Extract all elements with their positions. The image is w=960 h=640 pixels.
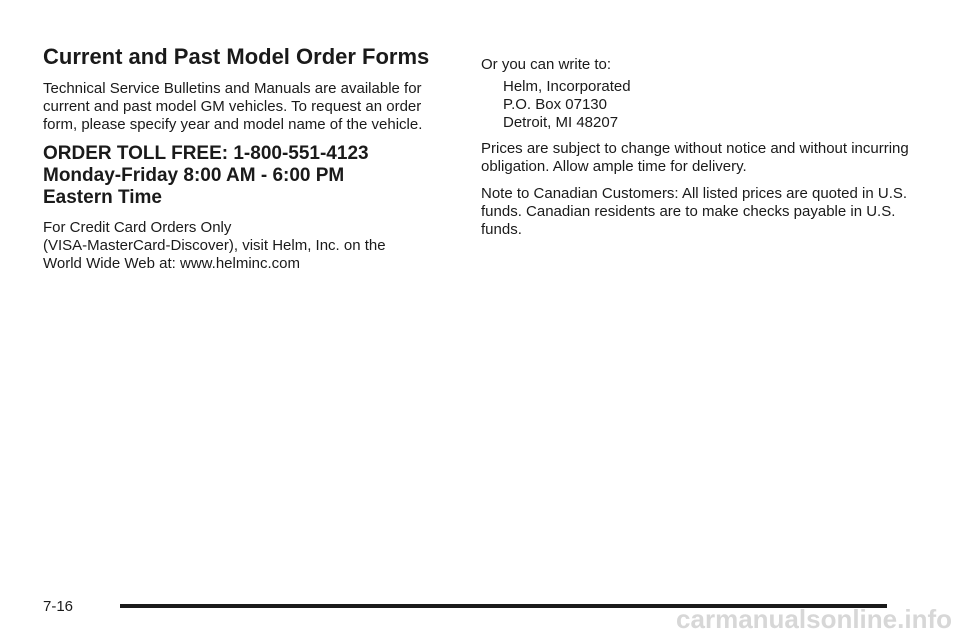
credit-card-line-1: For Credit Card Orders Only — [43, 218, 232, 236]
write-to-paragraph: Or you can write to: — [481, 56, 612, 73]
address-line-1: Helm, Incorporated — [503, 78, 631, 95]
page-title: Current and Past Model Order Forms — [43, 44, 430, 69]
order-toll-free-heading — [43, 143, 448, 209]
credit-card-line-2: (VISA-MasterCard-Discover), visit Helm, Inc. on the — [43, 236, 386, 254]
intro-paragraph: Technical Service Bulletins and Manuals are available for current and past model GM vehicles. To request an order form, please specify year and model name of the vehicle. — [43, 80, 423, 134]
page-number: 7-16 — [43, 598, 74, 615]
address-line-3: Detroit, MI 48207 — [503, 114, 619, 131]
credit-card-paragraph — [43, 219, 448, 273]
right-column — [481, 56, 921, 248]
address-line-2: P.O. Box 07130 — [503, 96, 607, 113]
watermark-text: carmanualsonline.info — [676, 604, 952, 634]
order-phone-line: ORDER TOLL FREE: 1-800-551-4123 — [43, 143, 369, 165]
mailing-address — [481, 78, 921, 132]
credit-card-line-3: World Wide Web at: www.helminc.com — [43, 254, 301, 272]
canadian-note-paragraph: Note to Canadian Customers: All listed prices are quoted in U.S. funds. Canadian residents are to make checks payable in U.S. funds. — [481, 185, 908, 238]
order-hours-line: Monday-Friday 8:00 AM - 6:00 PM — [43, 165, 345, 187]
left-column — [43, 44, 448, 282]
order-timezone-line: Eastern Time — [43, 187, 162, 209]
prices-note-paragraph: Prices are subject to change without notice and without incurring obligation. Allow ample time for delivery. — [481, 140, 909, 175]
